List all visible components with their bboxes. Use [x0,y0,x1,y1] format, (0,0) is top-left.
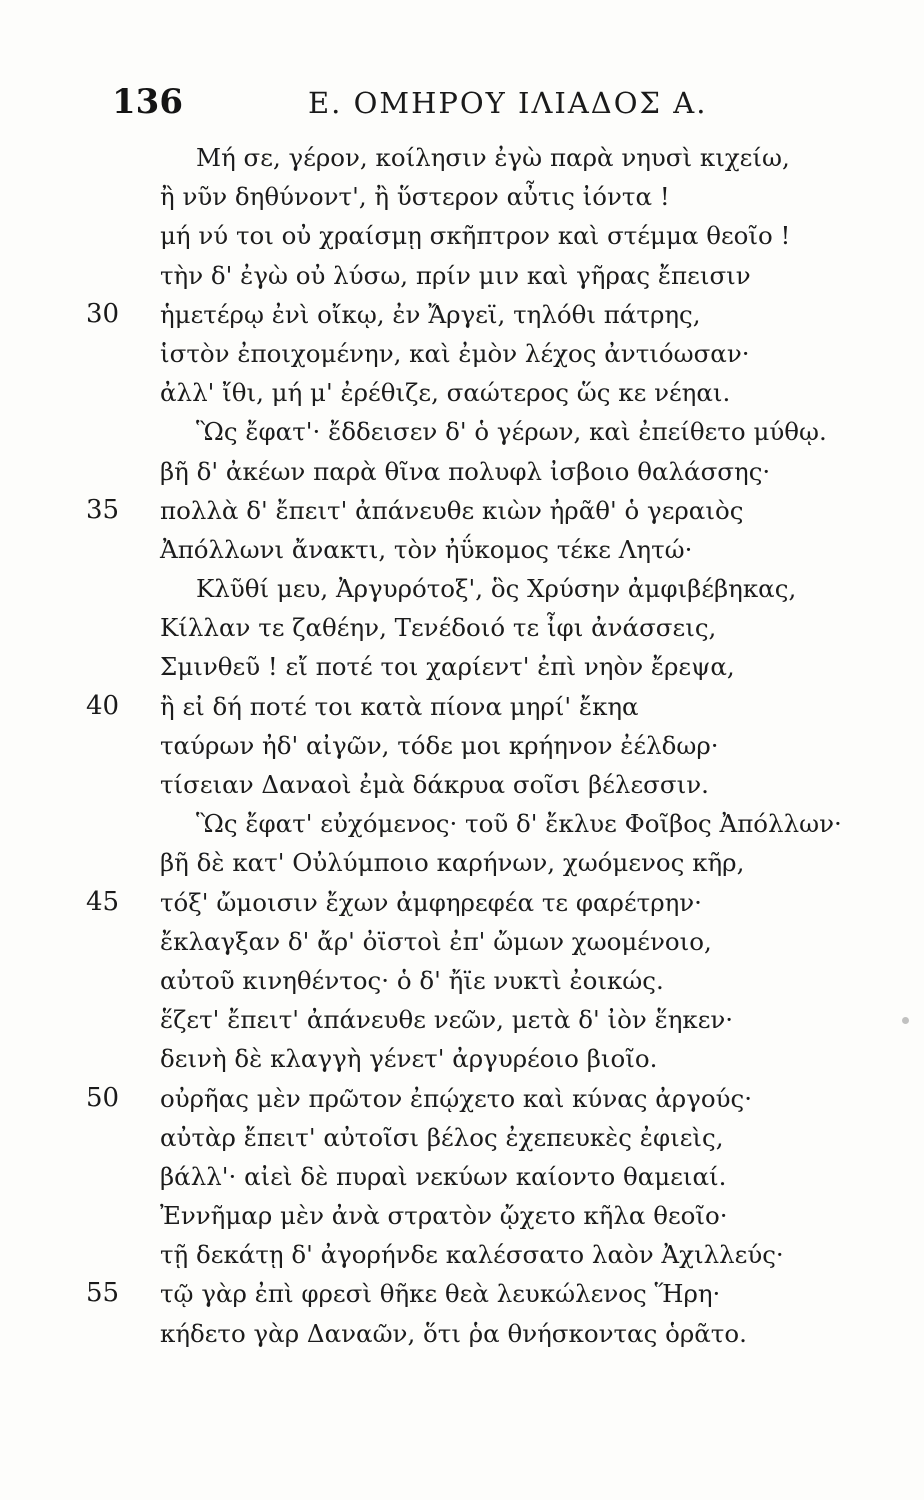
verse-line [0,843,924,882]
verse-text: πολλὰ δ' ἔπειτ' ἀπάνευθε κιὼν ἠρᾶθ' ὁ γεραιὸς [160,495,744,525]
verse-text: τόξ' ὤμοισιν ἔχων ἀμφηρεφέα τε φαρέτρην· [160,887,702,917]
line-number: 55 [86,1278,120,1309]
verse-line [0,1274,924,1313]
verse-line [0,647,924,686]
verse-line [0,177,924,216]
line-number: 35 [86,494,120,525]
verse-text: Μή σε, γέρον, κοίλησιν ἐγὼ παρὰ νηυσὶ κιχείω, [196,143,790,172]
verse-text: ταύρων ἠδ' αἰγῶν, τόδε μοι κρήηνον ἐέλδωρ· [160,730,719,760]
verse-text: τῇ δεκάτῃ δ' ἀγορήνδε καλέσσατο λαὸν Ἀχιλλεύς· [160,1240,784,1270]
verse-line [0,1235,924,1274]
verse-line [0,726,924,765]
verse-text: Ὣς ἔφατ' εὐχόμενος· τοῦ δ' ἔκλυε Φοῖβος Ἀπόλλων· [196,809,842,839]
line-number: 30 [86,298,120,329]
verse-text: βῆ δ' ἀκέων παρὰ θῖνα πολυφλ ἰσβοιο θαλάσσης· [160,456,771,486]
line-number: 40 [86,690,120,721]
verse-text: Ἐννῆμαρ μὲν ἀνὰ στρατὸν ᾤχετο κῆλα θεοῖο· [160,1201,728,1231]
running-head: Ε. ΟΜΗΡΟΥ ΙΛΙΑΔΟΣ Α. [308,86,708,120]
ink-speck [902,1017,909,1024]
verse-text: βῆ δὲ κατ' Οὐλύμποιο καρήνων, χωόμενος κῆρ, [160,848,745,878]
verse-line [0,1118,924,1157]
verse-text: μή νύ τοι οὐ χραίσμῃ σκῆπτρον καὶ στέμμα θεοῖο ! [160,221,791,251]
verse-line [0,256,924,295]
verse-line [0,295,924,334]
verse-line [0,1196,924,1235]
verse-line [0,1039,924,1078]
verse-text: ἡμετέρῳ ἐνὶ οἴκῳ, ἐν Ἄργεϊ, τηλόθι πάτρης, [160,299,701,329]
page-header [112,82,872,132]
verse-line [0,1157,924,1196]
verse-line [0,687,924,726]
verse-text: ἀλλ' ἴθι, μή μ' ἐρέθιζε, σαώτερος ὥς κε νέηαι. [160,378,731,408]
verse-text: κήδετο γὰρ Δαναῶν, ὅτι ῥα θνήσκοντας ὁρᾶτο. [160,1318,747,1348]
verse-text: οὐρῆας μὲν πρῶτον ἐπῴχετο καὶ κύνας ἀργούς· [160,1083,753,1113]
line-number: 50 [86,1082,120,1113]
verse-text: Κλῦθί μευ, Ἀργυρότοξ', ὃς Χρύσην ἀμφιβέβηκας, [196,574,797,604]
verse-line [0,452,924,491]
verse-line [0,1314,924,1353]
verse-line [0,922,924,961]
verse-text: Κίλλαν τε ζαθέην, Τενέδοιό τε ἶφι ἀνάσσεις, [160,613,717,643]
verse-line [0,1079,924,1118]
verse-text: Ὣς ἔφατ'· ἔδδεισεν δ' ὁ γέρων, καὶ ἐπείθετο μύθῳ. [196,417,827,447]
verse-line [0,138,924,177]
verse-text: ἕζετ' ἔπειτ' ἀπάνευθε νεῶν, μετὰ δ' ἰὸν ἕηκεν· [160,1005,734,1035]
page-number: 136 [112,82,183,122]
verse-text: δεινὴ δὲ κλαγγὴ γένετ' ἀργυρέοιο βιοῖο. [160,1044,658,1074]
verse-line [0,216,924,255]
verse-line [0,765,924,804]
verse-text: ἢ εἰ δή ποτέ τοι κατὰ πίονα μηρί' ἔκηα [160,691,639,721]
line-number: 45 [86,886,120,917]
verse-line [0,412,924,451]
verse-line [0,569,924,608]
verse-line [0,530,924,569]
verse-text: τὴν δ' ἐγὼ οὐ λύσω, πρίν μιν καὶ γῆρας ἔπεισιν [160,260,751,290]
verse-text: Σμινθεῦ ! εἴ ποτέ τοι χαρίεντ' ἐπὶ νηὸν ἔρεψα, [160,652,735,682]
verse-text: τίσειαν Δαναοὶ ἐμὰ δάκρυα σοῖσι βέλεσσιν. [160,770,709,799]
verse-block [0,138,924,1353]
verse-text: ἢ νῦν δηθύνοντ', ἢ ὕστερον αὖτις ἰόντα ! [160,182,670,212]
verse-line [0,373,924,412]
verse-line [0,883,924,922]
verse-line [0,961,924,1000]
verse-text: ἱστὸν ἐποιχομένην, καὶ ἐμὸν λέχος ἀντιόωσαν· [160,338,750,368]
verse-text: αὐτοῦ κινηθέντος· ὁ δ' ἤϊε νυκτὶ ἐοικώς. [160,965,664,995]
verse-line [0,1000,924,1039]
verse-text: ἔκλαγξαν δ' ἄρ' ὀϊστοὶ ἐπ' ὤμων χωομένοιο, [160,926,712,956]
verse-line [0,804,924,843]
verse-text: τῷ γὰρ ἐπὶ φρεσὶ θῆκε θεὰ λευκώλενος Ἥρη· [160,1279,721,1309]
verse-line [0,491,924,530]
verse-text: Ἀπόλλωνι ἄνακτι, τὸν ἠΰκομος τέκε Λητώ· [160,534,693,564]
verse-line [0,608,924,647]
verse-line [0,334,924,373]
verse-text: βάλλ'· αἰεὶ δὲ πυραὶ νεκύων καίοντο θαμειαί. [160,1161,727,1191]
verse-text: αὐτὰρ ἔπειτ' αὐτοῖσι βέλος ἐχεπευκὲς ἐφιεὶς, [160,1122,724,1152]
